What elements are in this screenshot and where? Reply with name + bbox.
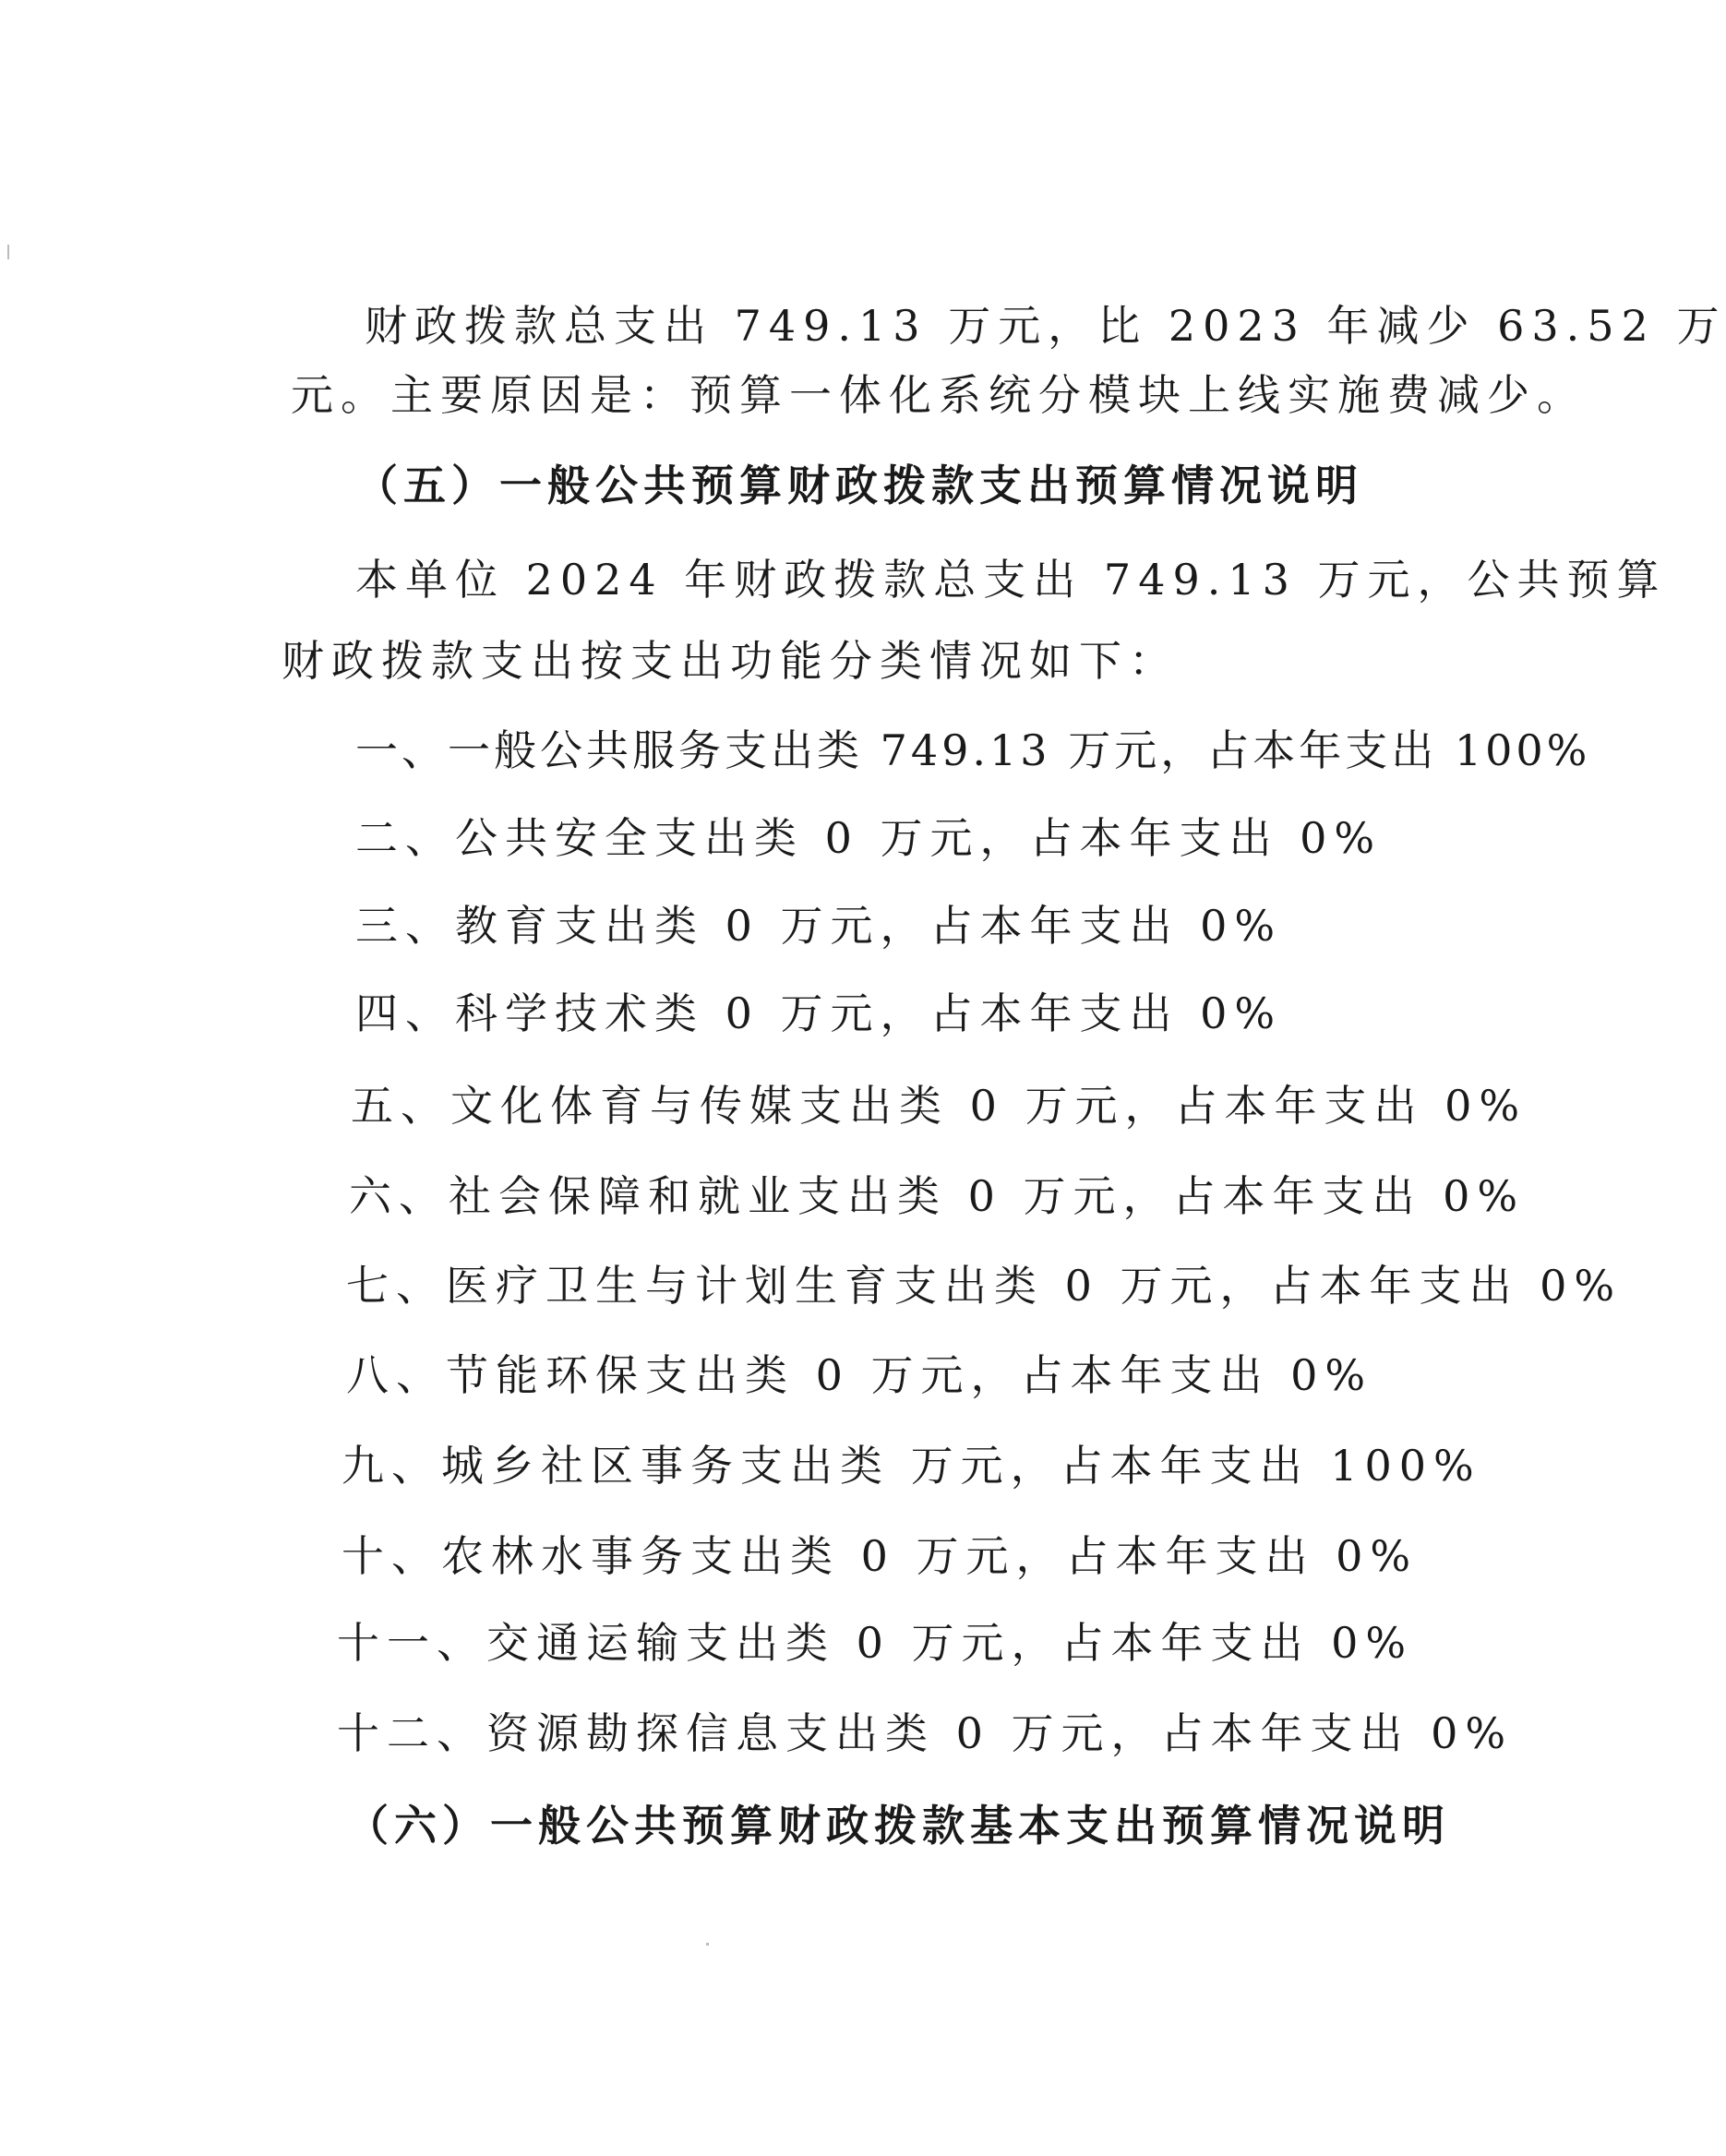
list-item: 四、科学技术类 0 万元，占本年支出 0% bbox=[355, 988, 1283, 1038]
paragraph-line: 财政拨款总支出 749.13 万元，比 2023 年减少 63.52 万 bbox=[365, 301, 1726, 351]
paragraph-line: 财政拨款支出按支出功能分类情况如下： bbox=[282, 636, 1179, 686]
list-item: 七、医疗卫生与计划生育支出类 0 万元，占本年支出 0% bbox=[346, 1261, 1623, 1311]
list-item: 八、节能环保支出类 0 万元，占本年支出 0% bbox=[346, 1350, 1373, 1400]
section-heading-5: （五）一般公共预算财政拨款支出预算情况说明 bbox=[355, 461, 1363, 510]
paragraph-line: 本单位 2024 年财政拨款总支出 749.13 万元，公共预算 bbox=[355, 555, 1667, 605]
list-item: 十一、交通运输支出类 0 万元，占本年支出 0% bbox=[337, 1618, 1414, 1668]
paragraph-line: 元。主要原因是：预算一体化系统分模块上线实施费减少。 bbox=[291, 370, 1587, 420]
list-item: 十二、资源勘探信息支出类 0 万元，占本年支出 0% bbox=[337, 1708, 1514, 1758]
list-item: 三、教育支出类 0 万元，占本年支出 0% bbox=[355, 901, 1283, 951]
list-item: 十、农林水事务支出类 0 万元，占本年支出 0% bbox=[342, 1531, 1419, 1581]
list-item: 五、文化体育与传媒支出类 0 万元，占本年支出 0% bbox=[351, 1081, 1528, 1131]
list-item: 二、公共安全支出类 0 万元，占本年支出 0% bbox=[355, 813, 1383, 863]
scan-dot-mark bbox=[706, 1943, 709, 1946]
list-item: 六、社会保障和就业支出类 0 万元，占本年支出 0% bbox=[349, 1171, 1526, 1221]
list-item: 一、一般公共服务支出类 749.13 万元，占本年支出 100% bbox=[355, 725, 1591, 775]
scan-edge-mark bbox=[7, 245, 9, 259]
section-heading-6: （六）一般公共预算财政拨款基本支出预算情况说明 bbox=[346, 1801, 1450, 1851]
list-item: 九、城乡社区事务支出类 万元，占本年支出 100% bbox=[342, 1441, 1481, 1491]
